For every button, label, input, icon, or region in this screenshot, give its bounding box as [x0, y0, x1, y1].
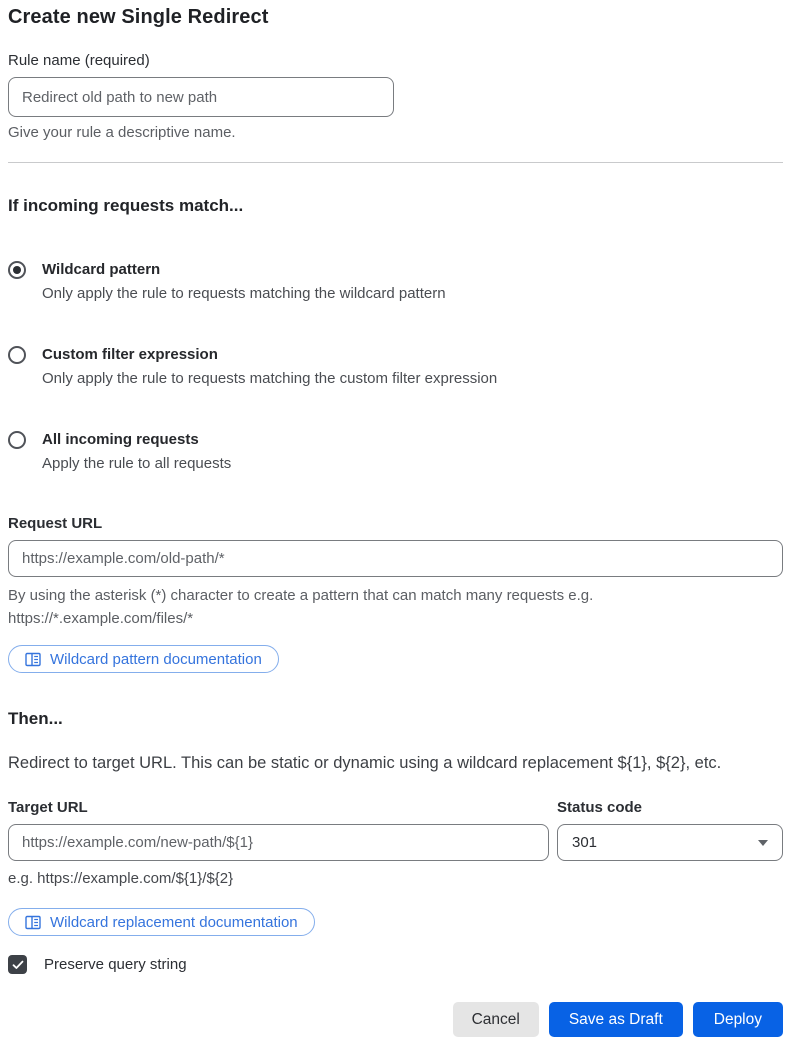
request-url-helper-line1: By using the asterisk (*) character to create a pattern that can match many requests e.g.	[8, 587, 594, 604]
doc-button-label: Wildcard pattern documentation	[50, 650, 262, 668]
wildcard-replacement-docs-button[interactable]	[8, 908, 315, 936]
radio-description: Only apply the rule to requests matching the custom filter expression	[42, 370, 498, 387]
target-url-helper: e.g. https://example.com/${1}/${2}	[8, 870, 234, 887]
chevron-down-icon	[758, 840, 768, 846]
status-code-column	[557, 775, 783, 861]
radio-description: Only apply the rule to requests matching the wildcard pattern	[42, 285, 446, 302]
radio-label: Wildcard pattern	[42, 261, 161, 278]
target-status-row	[8, 775, 783, 890]
status-code-label: Status code	[557, 799, 643, 816]
checkbox-checked-icon[interactable]	[8, 955, 27, 974]
status-code-value: 301	[572, 834, 598, 851]
radio-button-icon[interactable]	[8, 346, 26, 364]
rule-name-label: Rule name (required)	[8, 52, 150, 69]
wildcard-pattern-docs-button[interactable]	[8, 645, 279, 673]
match-section-heading: If incoming requests match...	[8, 196, 244, 215]
cancel-button[interactable]: Cancel	[453, 1002, 539, 1037]
section-divider	[8, 162, 783, 163]
open-book-icon	[25, 915, 41, 930]
radio-label: All incoming requests	[42, 431, 199, 448]
then-section-description: Redirect to target URL. This can be static or dynamic using a wildcard replacement ${1}, ${2}, etc.	[8, 754, 722, 772]
request-url-label: Request URL	[8, 515, 103, 532]
radio-option-wildcard-pattern[interactable]	[8, 259, 783, 304]
radio-description: Apply the rule to all requests	[42, 455, 232, 472]
target-url-column	[8, 775, 549, 890]
radio-option-custom-filter[interactable]	[8, 344, 783, 389]
radio-button-icon[interactable]	[8, 431, 26, 449]
radio-button-icon[interactable]	[8, 261, 26, 279]
request-url-input[interactable]	[8, 540, 783, 577]
rule-name-helper: Give your rule a descriptive name.	[8, 124, 236, 141]
request-url-helper-line2: https://*.example.com/files/*	[8, 610, 194, 627]
radio-option-all-requests[interactable]	[8, 429, 783, 474]
then-section-heading: Then...	[8, 709, 63, 728]
deploy-button[interactable]: Deploy	[693, 1002, 783, 1037]
doc-button-label: Wildcard replacement documentation	[50, 913, 298, 931]
request-url-helper	[8, 584, 783, 630]
open-book-icon	[25, 652, 41, 667]
target-url-label: Target URL	[8, 799, 88, 816]
save-as-draft-button[interactable]: Save as Draft	[549, 1002, 683, 1037]
match-type-radio-group	[8, 259, 783, 474]
preserve-query-string-row[interactable]	[8, 955, 783, 974]
status-code-select[interactable]	[557, 824, 783, 861]
preserve-query-string-label: Preserve query string	[44, 956, 187, 973]
rule-name-input[interactable]	[8, 77, 394, 117]
target-url-input[interactable]	[8, 824, 549, 861]
page-title: Create new Single Redirect	[8, 6, 269, 28]
radio-label: Custom filter expression	[42, 346, 218, 363]
